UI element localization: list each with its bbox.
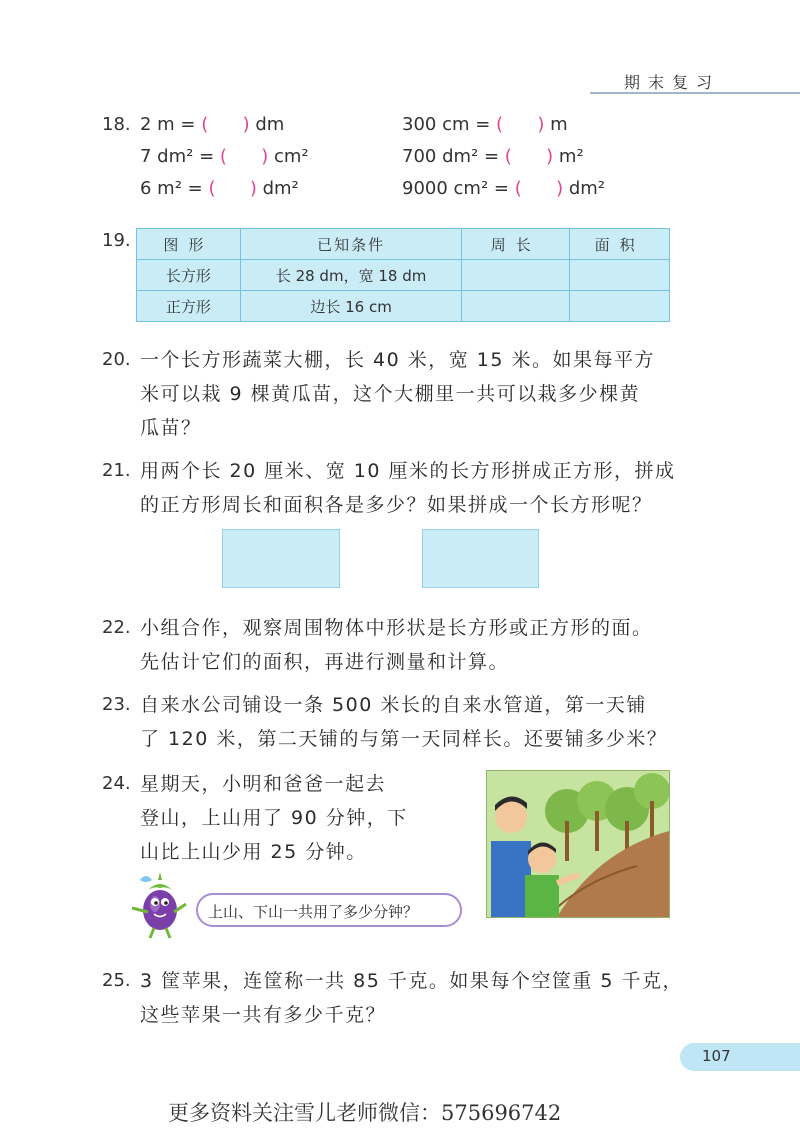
conversion-right: 300 cm = ( ) m bbox=[402, 114, 568, 135]
text-line: 了 120 米，第二天铺的与第一天同样长。还要铺多少米？ bbox=[140, 728, 668, 750]
answer-cell bbox=[570, 291, 670, 322]
footer-text: 更多资料关注雪儿老师微信：575696742 bbox=[168, 1101, 562, 1125]
text-line: 瓜苗？ bbox=[140, 417, 202, 439]
question-text bbox=[140, 688, 667, 756]
speech-bubble: 上山、下山一共用了多少分钟？ bbox=[196, 893, 462, 927]
text-line: 自来水公司铺设一条 500 米长的自来水管道，第一天铺 bbox=[140, 694, 647, 716]
text-line: 登山，上山用了 90 分钟，下 bbox=[140, 807, 408, 829]
question-number: 24. bbox=[102, 773, 131, 794]
table-header-cell: 面积 bbox=[570, 229, 670, 260]
hiking-illustration bbox=[486, 770, 670, 918]
page-number: 107 bbox=[702, 1047, 731, 1065]
question-number: 19. bbox=[102, 230, 131, 251]
question-text bbox=[140, 767, 408, 869]
text-line: 米可以栽 9 棵黄瓜苗，这个大棚里一共可以栽多少棵黄 bbox=[140, 383, 641, 405]
question-text bbox=[140, 964, 683, 1032]
eggplant-mascot-icon bbox=[124, 868, 194, 940]
table-header-cell: 周长 bbox=[462, 229, 570, 260]
father-son-hiking-icon bbox=[487, 771, 669, 917]
question-number: 25. bbox=[102, 970, 131, 991]
table-cell: 长方形 bbox=[137, 260, 241, 291]
conversion-left: 2 m = ( ) dm bbox=[140, 114, 285, 135]
text-line: 星期天，小明和爸爸一起去 bbox=[140, 773, 387, 795]
table-row bbox=[137, 260, 670, 291]
text-line: 山比上山少用 25 分钟。 bbox=[140, 841, 367, 863]
question-text bbox=[140, 611, 653, 679]
conversion-left: 6 m² = ( ) dm² bbox=[140, 178, 299, 199]
text-line: 3 筐苹果，连筐称一共 85 千克。如果每个空筐重 5 千克， bbox=[140, 970, 684, 992]
question-number: 22. bbox=[102, 617, 131, 638]
table-row bbox=[137, 291, 670, 322]
table-header-row bbox=[137, 229, 670, 260]
answer-cell bbox=[462, 260, 570, 291]
table-header-cell: 图形 bbox=[137, 229, 241, 260]
text-line: 先估计它们的面积，再进行测量和计算。 bbox=[140, 651, 510, 673]
rectangle-figure bbox=[422, 529, 539, 588]
text-line: 的正方形周长和面积各是多少？如果拼成一个长方形呢？ bbox=[140, 494, 653, 516]
section-title: 期末复习 bbox=[624, 73, 721, 92]
table-cell: 边长 16 cm bbox=[240, 291, 462, 322]
question-text bbox=[140, 454, 676, 522]
question-text bbox=[140, 343, 655, 445]
question-number: 21. bbox=[102, 460, 131, 481]
rectangle-figure bbox=[222, 529, 340, 588]
answer-cell bbox=[570, 260, 670, 291]
question-number: 20. bbox=[102, 349, 131, 370]
conversion-right: 9000 cm² = ( ) dm² bbox=[402, 178, 606, 199]
text-line: 一个长方形蔬菜大棚，长 40 米，宽 15 米。如果每平方 bbox=[140, 349, 656, 371]
text-line: 这些苹果一共有多少千克？ bbox=[140, 1004, 387, 1026]
table-header-cell: 已知条件 bbox=[240, 229, 462, 260]
conversion-right: 700 dm² = ( ) m² bbox=[402, 146, 584, 167]
answer-cell bbox=[462, 291, 570, 322]
text-line: 小组合作，观察周围物体中形状是长方形或正方形的面。 bbox=[140, 617, 653, 639]
conversion-left: 7 dm² = ( ) cm² bbox=[140, 146, 309, 167]
table-cell: 正方形 bbox=[137, 291, 241, 322]
shape-table bbox=[136, 228, 670, 322]
text-line: 用两个长 20 厘米、宽 10 厘米的长方形拼成正方形，拼成 bbox=[140, 460, 676, 482]
question-number: 18. bbox=[102, 114, 131, 135]
page-number-tab bbox=[680, 1043, 800, 1071]
table-cell: 长 28 dm，宽 18 dm bbox=[240, 260, 462, 291]
question-number: 23. bbox=[102, 694, 131, 715]
header-rule bbox=[590, 92, 800, 94]
